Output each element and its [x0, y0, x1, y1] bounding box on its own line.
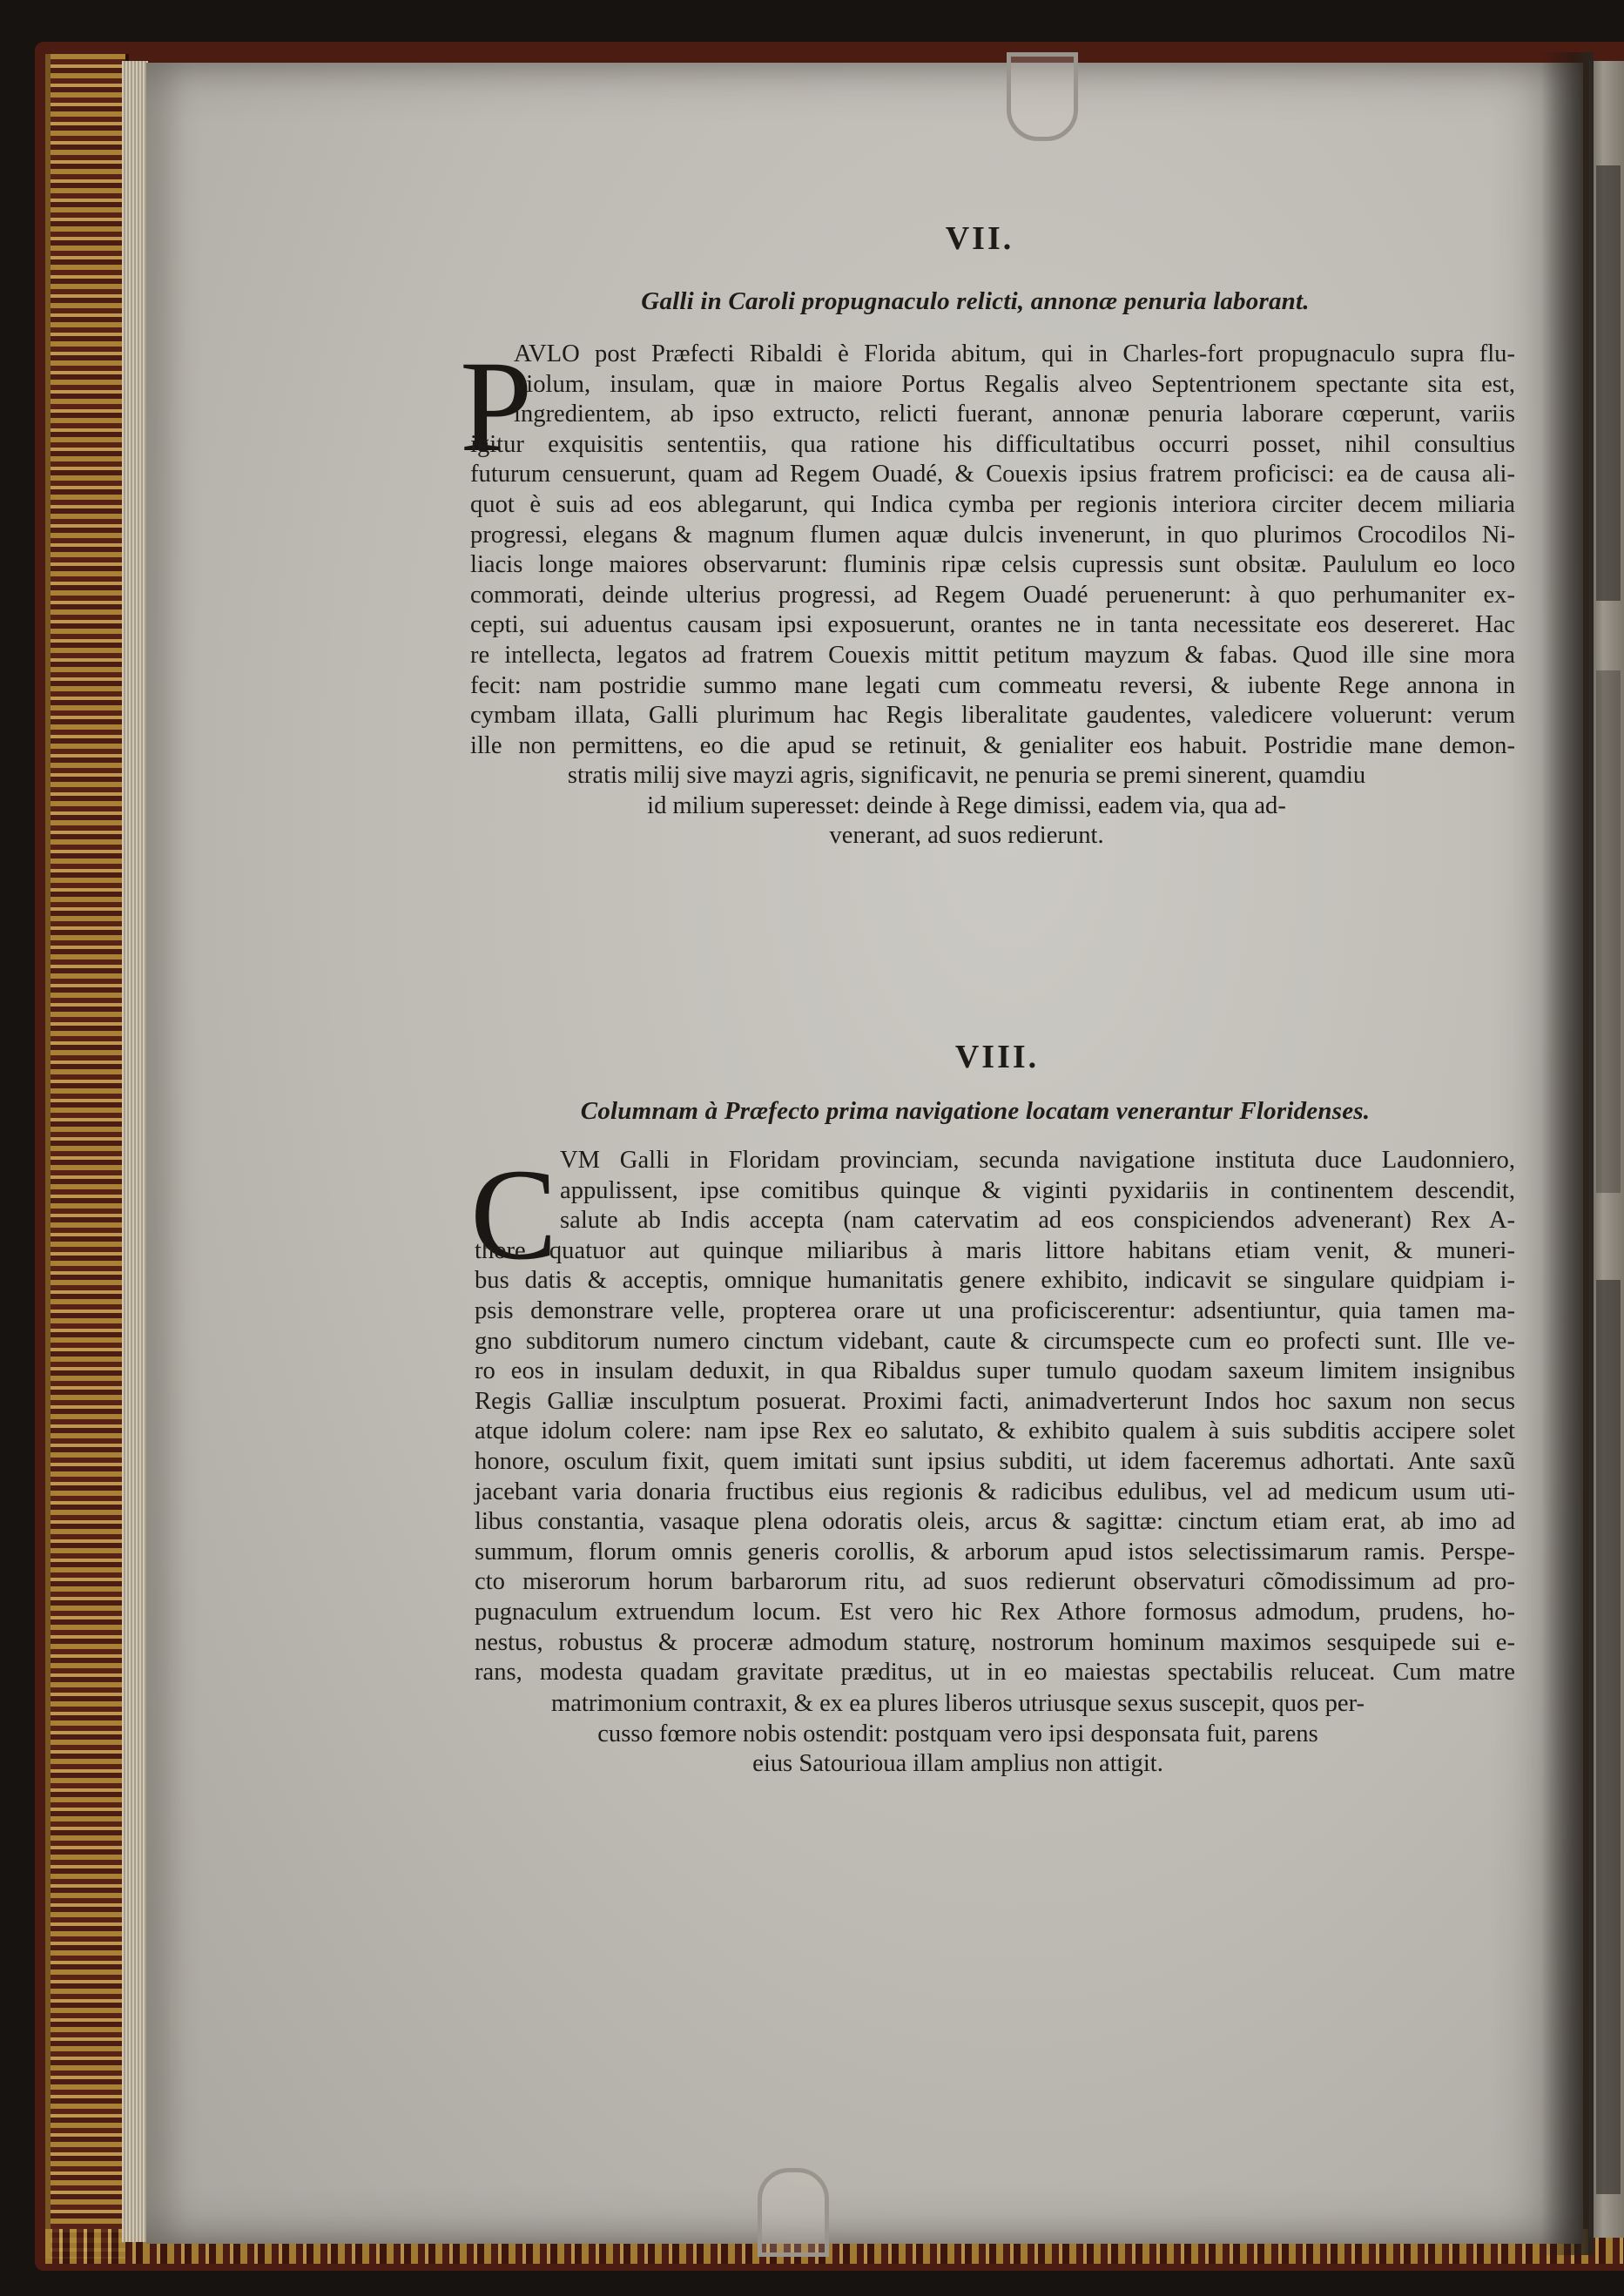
text-line: atque idolum colere: nam ipse Rex eo salutato, & exhibito qualem à suis subditis accipere solet	[475, 1417, 1515, 1445]
text-line: re intellecta, legatos ad fratrem Couexis mittit petitum mayzum & fabas. Quod ille sine mora	[470, 641, 1515, 669]
text-line: nestus, robustus & proceræ admodum staturę, nostrorum hominum maximos sesquipede sui e-	[475, 1628, 1515, 1656]
tail-line: matrimonium contraxit, & ex ea plures liberos utriusque sexus suscepit, quos per-	[550, 1690, 1365, 1717]
dropcap-7: P	[460, 334, 533, 479]
text-line: libus constantia, vasaque plena odoratis oleis, arcus & sagittæ: cinctum etiam erat, ab imo ad	[475, 1508, 1515, 1536]
text-line: violum, insulam, quæ in maiore Portus Regalis alveo Septentrionem spectante sita est,	[514, 370, 1515, 398]
text-line: progressi, elegans & magnum flumen aquæ dulcis invenerunt, in quo plurimos Crocodilos Ni-	[470, 521, 1515, 549]
text-line: futurum censuerunt, quam ad Regem Ouadé, & Couexis ipsius fratrem proficisci: ea de causa ali-	[470, 461, 1515, 488]
text-line: rans, modesta quadam gravitate præditus, ut in eo maiestas spectabilis reluceat. Cum matre	[475, 1659, 1515, 1687]
paragraph-7-tail	[522, 761, 1411, 852]
page-clip-top	[1007, 52, 1078, 141]
text-line: igitur exquisitis sententiis, qua ratione his difficultatibus occurri posset, nihil consultius	[470, 430, 1515, 458]
text-line: ro eos in insulam deduxit, in qua Ribaldus super tumulo quodam saxeum limitem insignibus	[475, 1357, 1515, 1385]
paragraph-8-tail	[522, 1689, 1393, 1780]
text-line: cymbam illata, Galli plurimum hac Regis liberalitate gaudentes, valedicere voluerunt: verum	[470, 702, 1515, 730]
text-line: cepti, sui aduentus causam ipsi exposuerunt, orantes ne in tanta necessitate eos desereret. Hac	[470, 611, 1515, 639]
text-line: thore quatuor aut quinque miliaribus à maris littore habitans etiam venit, & muneri-	[475, 1236, 1515, 1264]
dropcap-8: C	[470, 1142, 558, 1287]
text-line: appulissent, ipse comitibus quinque & viginti pyxidariis in continentem descendit,	[560, 1176, 1515, 1204]
tail-line: cusso fœmore nobis ostendit: postquam vero ipsi desponsata fuit, parens	[597, 1720, 1318, 1747]
text-line: commorati, deinde ulterius progressi, ad Regem Ouadé peruenerunt: à quo perhumaniter ex-	[470, 581, 1515, 609]
paragraph-7	[470, 340, 1515, 761]
text-line: bus datis & acceptis, omnique humanitatis genere exhibito, indicavit se singulare quidpiam i-	[475, 1267, 1515, 1295]
text-line: salute ab Indis accepta (nam catervatim ad eos conspiciendos advenerant) Rex A-	[560, 1207, 1515, 1235]
page-gutter-shadow	[1541, 52, 1594, 2255]
text-line: fecit: nam postridie summo mane legati cum commeatu reversi, & iubente Rege annona in	[470, 671, 1515, 699]
section-title-8: Columnam à Præfecto prima navigatione locatam venerantur Floridenses.	[580, 1097, 1371, 1125]
text-line: jacebant varia donaria fructibus eius regionis & radicibus edulibus, vel ad medicum usum uti-	[475, 1478, 1515, 1505]
section-number-8: VIII.	[954, 1039, 1040, 1075]
text-line: psis demonstrare velle, propterea orare ut una proficiscerentur: adsentiuntur, quia tamen ma-	[475, 1296, 1515, 1324]
paragraph-8	[475, 1146, 1515, 1688]
text-line: cto miserorum horum barbarorum ritu, ad suos redierunt observaturi cõmodissimum ad pro-	[475, 1568, 1515, 1596]
text-line: gno subditorum numero cinctum videbant, caute & circumspecte cum eo profecti sunt. Ille ve-	[475, 1327, 1515, 1355]
text-line: VM Galli in Floridam provinciam, secunda navigatione instituta duce Laudonniero,	[560, 1147, 1515, 1174]
tail-line: venerant, ad suos redierunt.	[829, 822, 1104, 850]
page-clip-bottom	[758, 2168, 829, 2257]
text-line: summum, florum omnis generis corollis, & arborum apud istos selectissimarum ramis. Perspe-	[475, 1538, 1515, 1565]
tail-line: stratis milij sive mayzi agris, significavit, ne penuria se premi sinerent, quamdiu	[567, 762, 1366, 789]
text-line: pugnaculum extruendum locum. Est vero hic Rex Athore formosus admodum, prudens, ho-	[475, 1598, 1515, 1626]
text-line: ingredientem, ab ipso extructo, relicti fuerant, annonæ penuria laborare cœperunt, variis	[514, 401, 1515, 428]
facing-page-edge	[1589, 61, 1624, 2238]
text-line: quot è suis ad eos ablegarunt, qui Indica cymba per regionis interiora circiter decem miliaria	[470, 490, 1515, 518]
tail-line: eius Satourioua illam amplius non attigit.	[752, 1750, 1163, 1778]
section-title-7: Galli in Caroli propugnaculo relicti, annonæ penuria laborant.	[641, 287, 1310, 315]
text-line: AVLO post Præfecti Ribaldi è Florida abitum, qui in Charles-fort propugnaculo supra flu-	[514, 340, 1515, 367]
text-line: ille non permittens, eo die apud se retinuit, & genialiter eos habuit. Postridie mane demon-	[470, 731, 1515, 759]
tail-line: id milium superesset: deinde à Rege dimissi, eadem via, qua ad-	[647, 791, 1286, 819]
gilt-border-left	[45, 54, 129, 2259]
text-line: honore, osculum fixit, quem imitati sunt ipsius subditi, ut idem faceremus adhortati. Ante saxũ	[475, 1447, 1515, 1475]
text-line: Regis Galliæ insculptum posuerat. Proximi facti, animadverterunt Indos hoc saxum non secus	[475, 1387, 1515, 1415]
text-line: liacis longe maiores observarunt: fluminis ripæ celsis cupressis sunt obsitæ. Paululum eo loco	[470, 551, 1515, 579]
page-edges	[122, 61, 148, 2242]
section-number-7: VII.	[945, 220, 1014, 257]
